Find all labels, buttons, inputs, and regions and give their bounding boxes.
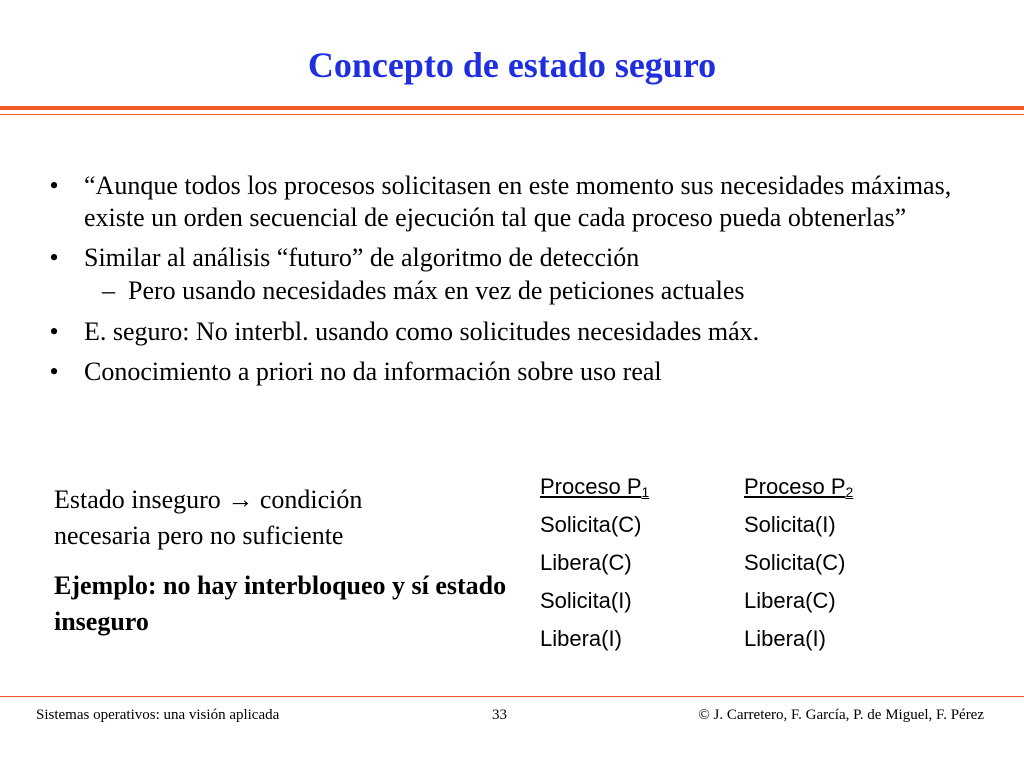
bullet-dot: •	[49, 243, 59, 272]
footer-page-number: 33	[492, 707, 507, 723]
process-header: Proceso $P_1$	[540, 474, 650, 500]
process-column-p2	[744, 470, 944, 660]
bullet-dot: •	[49, 357, 59, 386]
bullet-item	[44, 356, 1004, 388]
bullet-list	[44, 170, 1004, 396]
bullet-text: Conocimiento a priori no da información sobre uso real	[84, 357, 662, 386]
bullet-text: “Aunque todos los procesos solicitasen en este momento sus necesidades máximas, existe un orden secuencial de ejecución tal que cada proceso pueda obtenerlas”	[84, 171, 952, 232]
sub-bullet-text: Pero usando necesidades máx en vez de peticiones actuales	[128, 276, 745, 305]
condition-label: condición	[259, 485, 363, 514]
process-op: Libera(C)	[540, 550, 632, 575]
process-op: Solicita(I)	[744, 512, 836, 537]
bullet-text: Similar al análisis “futuro” de algoritmo de detección	[84, 243, 640, 272]
sub-bullet-dash: –	[102, 276, 115, 305]
sub-bullet-item	[44, 274, 1004, 308]
bullet-dot: •	[49, 317, 59, 346]
right-arrow-icon: →	[227, 485, 254, 514]
bullet-dot: •	[49, 171, 59, 200]
footer-copyright: © J. Carretero, F. García, P. de Miguel, F. Pérez	[698, 707, 984, 723]
unsafe-state-label: Estado inseguro	[54, 485, 221, 514]
page-title: Concepto de estado seguro	[307, 45, 717, 85]
bullet-item	[44, 170, 1004, 234]
unsafe-state-note	[54, 482, 524, 640]
bullet-item	[44, 316, 1004, 348]
process-op: Solicita(C)	[540, 512, 642, 537]
process-op: Libera(C)	[744, 588, 836, 613]
title-rule-thick	[0, 106, 1024, 110]
process-op: Libera(I)	[540, 626, 622, 651]
footer-book-title: Sistemas operativos: una visión aplicada	[36, 707, 280, 723]
footer-rule	[0, 696, 1024, 697]
process-column-p1	[540, 470, 740, 660]
unsafe-state-statement	[54, 482, 524, 554]
title-rule-thin	[0, 114, 1024, 115]
process-op: Solicita(I)	[540, 588, 632, 613]
condition-detail: necesaria pero no suficiente	[54, 521, 344, 550]
bullet-item	[44, 242, 1004, 274]
process-header: Proceso $P_2$	[744, 474, 854, 500]
process-op: Libera(I)	[744, 626, 826, 651]
process-op: Solicita(C)	[744, 550, 846, 575]
bullet-text: E. seguro: No interbl. usando como solicitudes necesidades máx.	[84, 317, 760, 346]
example-statement: Ejemplo: no hay interbloqueo y sí estado inseguro	[54, 571, 507, 636]
